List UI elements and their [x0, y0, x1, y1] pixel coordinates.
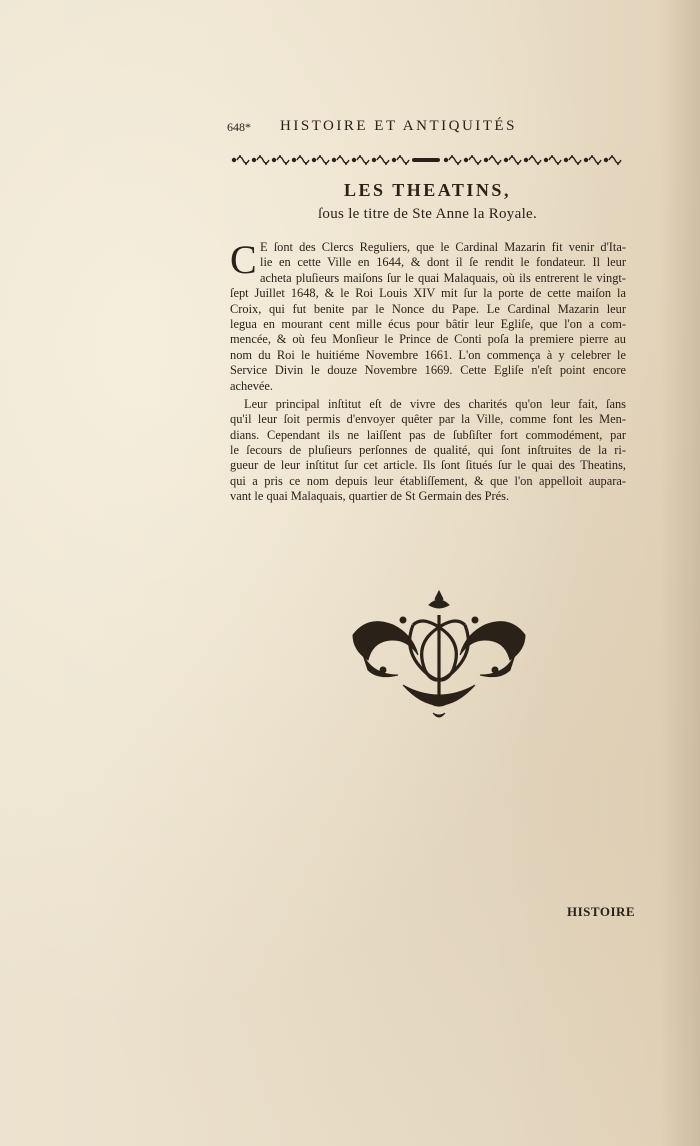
paragraph-2 — [230, 397, 626, 505]
body-text — [230, 237, 626, 505]
text-line: achevée. — [230, 378, 273, 393]
headpiece-ornament-rule — [230, 152, 622, 168]
text-line: gueur de leur inſtitut ſur cet article. Ils ſont ſitués ſur le quai des Theatins, — [230, 458, 626, 473]
running-title: HISTOIRE ET ANTIQUITÉS — [280, 118, 517, 134]
running-head — [227, 118, 627, 138]
text-line: ſept Juillet 1648, & le Roi Louis XIV mit ſur la porte de cette maiſon la — [230, 286, 626, 301]
text-line: Croix, qui fut benite par le Nonce du Pape. Le Cardinal Mazarin leur — [230, 301, 626, 316]
text-line: Leur principal inſtitut eſt de vivre des charités qu'on leur fait, ſans — [244, 396, 626, 411]
text-line: lie en cette Ville en 1644, & dont il ſe rendit le fondateur. Il leur — [260, 255, 626, 270]
drop-capital: C — [230, 237, 257, 282]
chapter-subtitle: ſous le titre de Ste Anne la Royale. — [317, 206, 538, 222]
chapter-title: LES THEATINS, — [344, 180, 511, 200]
text-line: nom du Roi le huitiéme Novembre 1661. L'on commença à y celebrer le — [230, 347, 626, 362]
text-line: dians. Cependant ils ne laiſſent pas de ſubſiſter fort commodément, par — [230, 427, 626, 442]
text-line: vant le quai Malaquais, quartier de St Germain des Prés. — [230, 489, 510, 504]
tailpiece-vignette — [343, 585, 535, 725]
text-line: Service Divin le douze Novembre 1669. Cette Egliſe n'eſt point encore — [230, 363, 626, 378]
text-line: mencée, & où feu Monſieur le Prince de Conti poſa la premiere pierre au — [230, 332, 626, 347]
catchword: HISTOIRE — [567, 904, 636, 919]
text-line: qui a pris ce nom depuis leur établiſſement, & que l'on appelloit aupara- — [230, 473, 626, 488]
text-line: E ſont des Clercs Reguliers, que le Cardinal Mazarin fit venir d'Ita- — [260, 240, 626, 254]
text-line: legua en mourant cent mille écus pour bâtir leur Egliſe, que l'on a com- — [230, 316, 626, 331]
text-line: le ſecours de pluſieurs perſonnes de qualité, qui ſont inſtruites de la ri- — [230, 443, 626, 458]
text-line: acheta pluſieurs maiſons ſur le quai Malaquais, où ils entrerent le vingt- — [260, 270, 626, 285]
text-line: qu'il leur ſoit permis d'envoyer quêter par la Ville, comme font les Men- — [230, 412, 626, 427]
page-edge-shadow — [660, 0, 700, 1146]
page-number: 648* — [227, 120, 251, 134]
paragraph-1 — [230, 237, 626, 394]
